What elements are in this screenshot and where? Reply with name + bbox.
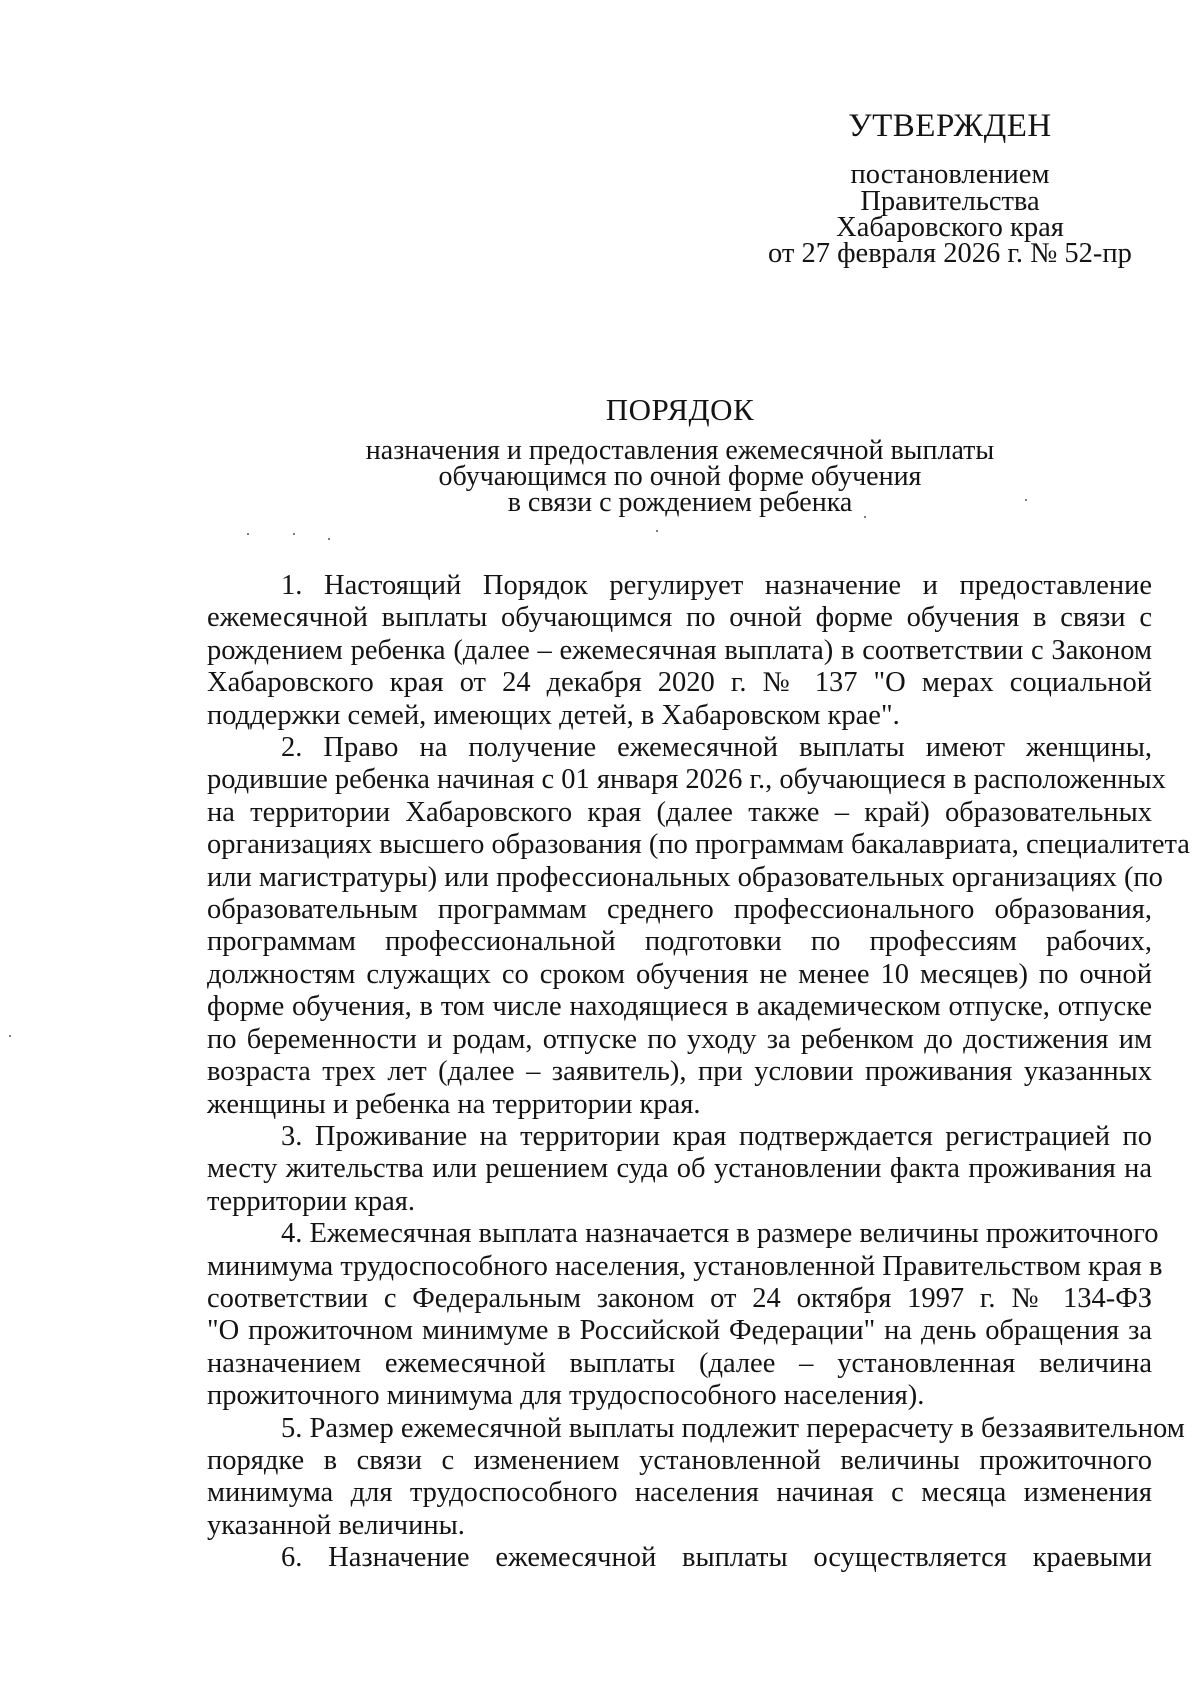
paragraph-line: форме обучения, в том числе находящиеся в академическом отпуске, отпуске <box>207 991 1152 1023</box>
paragraph-line: поддержки семей, имеющих детей, в Хабаровском крае". <box>207 699 900 731</box>
approval-line-resolution: постановлением <box>850 159 1050 190</box>
paragraph-line: ежемесячной выплаты обучающимся по очной форме обучения в связи с <box>207 602 1152 634</box>
paragraph-line: родившие ребенка начиная с 01 января 2026 г., обучающиеся в расположенных <box>207 764 1166 796</box>
paragraph-2 <box>207 732 1190 1121</box>
paragraph-line: соответствии с Федеральным законом от 24 октября 1997 г. № 134-ФЗ <box>207 1282 1152 1314</box>
document-subtitle-line: в связи с рождением ребенка <box>507 487 853 518</box>
paragraph-line: 1. Настоящий Порядок регулирует назначение и предоставление <box>281 570 1152 601</box>
paragraph-line: по беременности и родам, отпуске по уходу за ребенком до достижения им <box>207 1023 1152 1055</box>
paragraph-3 <box>207 1121 1152 1218</box>
paragraph-line: порядке в связи с изменением установленной величины прожиточного <box>207 1444 1152 1476</box>
scan-speck <box>1025 499 1027 501</box>
paragraph-line: программам профессиональной подготовки по профессиям рабочих, <box>207 926 1152 958</box>
document-subtitle-line: назначения и предоставления ежемесячной выплаты <box>365 435 995 466</box>
document-subtitle-line: обучающимся по очной форме обучения <box>438 461 922 492</box>
paragraph-line: назначением ежемесячной выплаты (далее – установленная величина <box>207 1347 1152 1379</box>
paragraph-line: месту жительства или решением суда об установлении факта проживания на <box>207 1153 1152 1185</box>
paragraph-line: женщины и ребенка на территории края. <box>207 1088 701 1120</box>
paragraph-line: образовательным программам среднего профессионального образования, <box>207 894 1152 926</box>
paragraph-line: на территории Хабаровского края (далее также – край) образовательных <box>207 796 1152 828</box>
scan-speck <box>656 530 658 532</box>
document-body <box>207 570 1190 1575</box>
scan-speck <box>247 533 249 535</box>
paragraph-line: 3. Проживание на территории края подтверждается регистрацией по <box>281 1120 1152 1152</box>
paragraph-line: минимума для трудоспособного населения начиная с месяца изменения <box>207 1477 1152 1509</box>
paragraph-line: прожиточного минимума для трудоспособного населения). <box>207 1380 925 1412</box>
scan-speck <box>328 538 330 540</box>
paragraph-6 <box>207 1542 1152 1574</box>
paragraph-line: минимума трудоспособного населения, установленной Правительством края в <box>207 1250 1163 1282</box>
scan-speck <box>864 516 866 518</box>
approval-stamp <box>760 106 1140 242</box>
approval-line-region: Хабаровского края <box>836 212 1064 243</box>
paragraph-5 <box>207 1412 1185 1543</box>
paragraph-line: территории края. <box>207 1185 416 1217</box>
approval-line-government: Правительства <box>860 185 1040 217</box>
paragraph-line: указанной величины. <box>207 1509 465 1541</box>
paragraph-4 <box>207 1218 1163 1412</box>
paragraph-line: должностям служащих со сроком обучения не менее 10 месяцев) по очной <box>207 958 1152 990</box>
paragraph-line: 6. Назначение ежемесячной выплаты осуществляется краевыми <box>281 1542 1152 1574</box>
paragraph-line: или магистратуры) или профессиональных образовательных организациях (по <box>207 861 1163 893</box>
paragraph-line: организациях высшего образования (по программам бакалавриата, специалитета <box>207 829 1190 861</box>
paragraph-line: 4. Ежемесячная выплата назначается в размере величины прожиточного <box>281 1218 1159 1250</box>
document-title: ПОРЯДОК <box>605 392 755 427</box>
paragraph-line: "О прожиточном минимуме в Российской Федерации" на день обращения за <box>207 1315 1152 1347</box>
document-title-block <box>330 390 1030 516</box>
scan-speck <box>9 1035 11 1037</box>
approval-heading: УТВЕРЖДЕН <box>848 108 1052 144</box>
scan-speck <box>293 533 295 535</box>
paragraph-line: 5. Размер ежемесячной выплаты подлежит перерасчету в беззаявительном <box>281 1412 1185 1444</box>
paragraph-line: рождением ребенка (далее – ежемесячная выплата) в соответствии с Законом <box>207 634 1152 666</box>
paragraph-line: возраста трех лет (далее – заявитель), при условии проживания указанных <box>207 1056 1152 1088</box>
paragraph-line: Хабаровского края от 24 декабря 2020 г. № 137 "О мерах социальной <box>207 667 1152 699</box>
approval-date: от 27 февраля 2026 г. № 52-пр <box>768 238 1132 269</box>
paragraph-1 <box>207 570 1152 732</box>
paragraph-line: 2. Право на получение ежемесячной выплаты имеют женщины, <box>281 732 1152 764</box>
